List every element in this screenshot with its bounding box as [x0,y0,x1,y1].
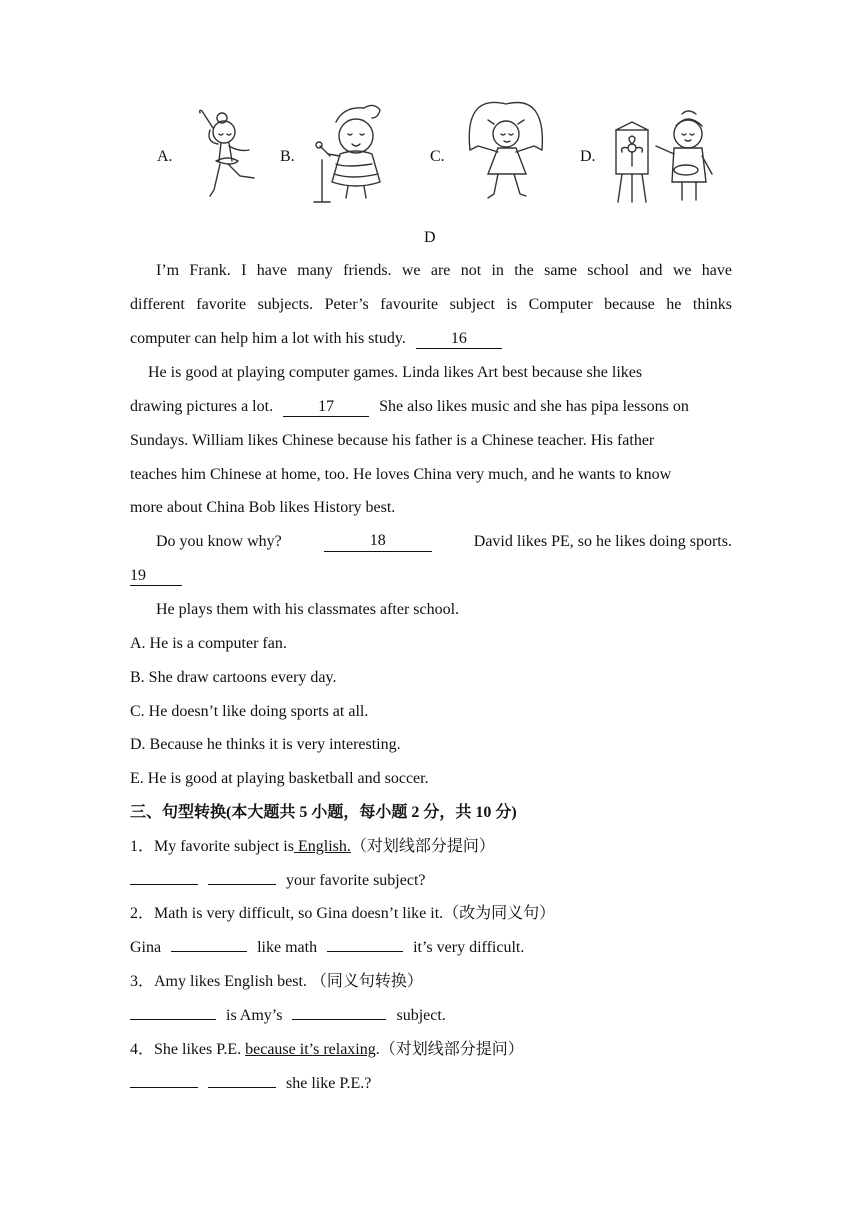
answer-line-3 [130,1006,446,1026]
passage-line [130,566,182,586]
question-text: 1．My favorite subject is [130,838,294,855]
answer-text: your favorite subject? [286,872,426,889]
blank-18[interactable]: 18 [324,532,432,552]
option-letter-d: D. [580,148,596,165]
question-note: （对划线部分提问） [350,838,495,855]
passage-line: I’m Frank. I have many friends. we are not in the same school and we have [156,262,732,279]
passage-line: more about China Bob likes History best. [130,499,396,516]
passage-line: He plays them with his classmates after school. [156,601,460,618]
question-1 [130,837,495,857]
answer-text: is Amy’s [226,1007,283,1024]
ballet-dancer-icon [188,106,258,206]
underlined-part: because it’s relaxing [245,1041,376,1058]
answer-line-2 [130,938,524,958]
answer-text: like math [257,939,318,956]
answer-blank[interactable] [171,951,247,952]
answer-line-4 [130,1074,371,1094]
option-letter-b: B. [280,148,295,165]
answer-text: subject. [396,1007,446,1024]
question-3: 3．Amy likes English best. （同义句转换） [130,973,423,990]
question-2: 2．Math is very difficult, so Gina doesn’t like it.（改为同义句） [130,905,556,922]
passage-line [130,329,502,349]
question-note: .（对划线部分提问） [375,1041,524,1058]
painter-easel-icon [612,104,717,208]
passage-line: He is good at playing computer games. Linda likes Art best because she likes [148,364,643,381]
option-item: C. He doesn’t like doing sports at all. [130,703,369,720]
answer-blank[interactable] [130,1087,198,1088]
passage-text: She also likes music and she has pipa lessons on [379,398,689,415]
blank-16[interactable]: 16 [416,330,502,349]
blank-17[interactable]: 17 [283,398,369,417]
option-letter-a: A. [157,148,173,165]
passage-text: Do you know why? [156,533,282,550]
answer-blank[interactable] [208,884,276,885]
underlined-part: English. [293,838,351,855]
answer-label: D [424,229,436,246]
answer-text: Gina [130,939,162,956]
option-letter-c: C. [430,148,445,165]
passage-line: Sundays. William likes Chinese because his father is a Chinese teacher. His father [130,432,655,449]
answer-text: it’s very difficult. [413,939,525,956]
passage-line: teaches him Chinese at home, too. He loves China very much, and he wants to know [130,466,672,483]
singer-microphone-icon [306,102,396,207]
passage-text: drawing pictures a lot. [130,398,274,415]
blank-19[interactable]: 19 [130,567,182,586]
option-item: E. He is good at playing basketball and soccer. [130,770,429,787]
option-item: D. Because he thinks it is very interesting. [130,736,401,753]
answer-blank[interactable] [208,1087,276,1088]
answer-blank[interactable] [292,1019,386,1020]
passage-line: different favorite subjects. Peter’s favourite subject is Computer because he thinks [130,296,732,313]
passage-text: David likes PE, so he likes doing sports. [473,533,732,550]
section-heading: 三、句型转换(本大题共 5 小题，每小题 2 分，共 10 分) [130,804,517,821]
answer-line-1 [130,871,426,891]
answer-text: she like P.E.? [286,1075,372,1092]
jump-rope-girl-icon [460,100,550,205]
option-item: A. He is a computer fan. [130,635,287,652]
option-item: B. She draw cartoons every day. [130,669,337,686]
question-text: 4．She likes P.E. [130,1041,242,1058]
passage-line [156,532,732,552]
question-4 [130,1040,524,1060]
passage-text: computer can help him a lot with his study. [130,330,406,347]
answer-blank[interactable] [130,1019,216,1020]
passage-line [130,397,689,417]
answer-blank[interactable] [130,884,198,885]
answer-blank[interactable] [327,951,403,952]
